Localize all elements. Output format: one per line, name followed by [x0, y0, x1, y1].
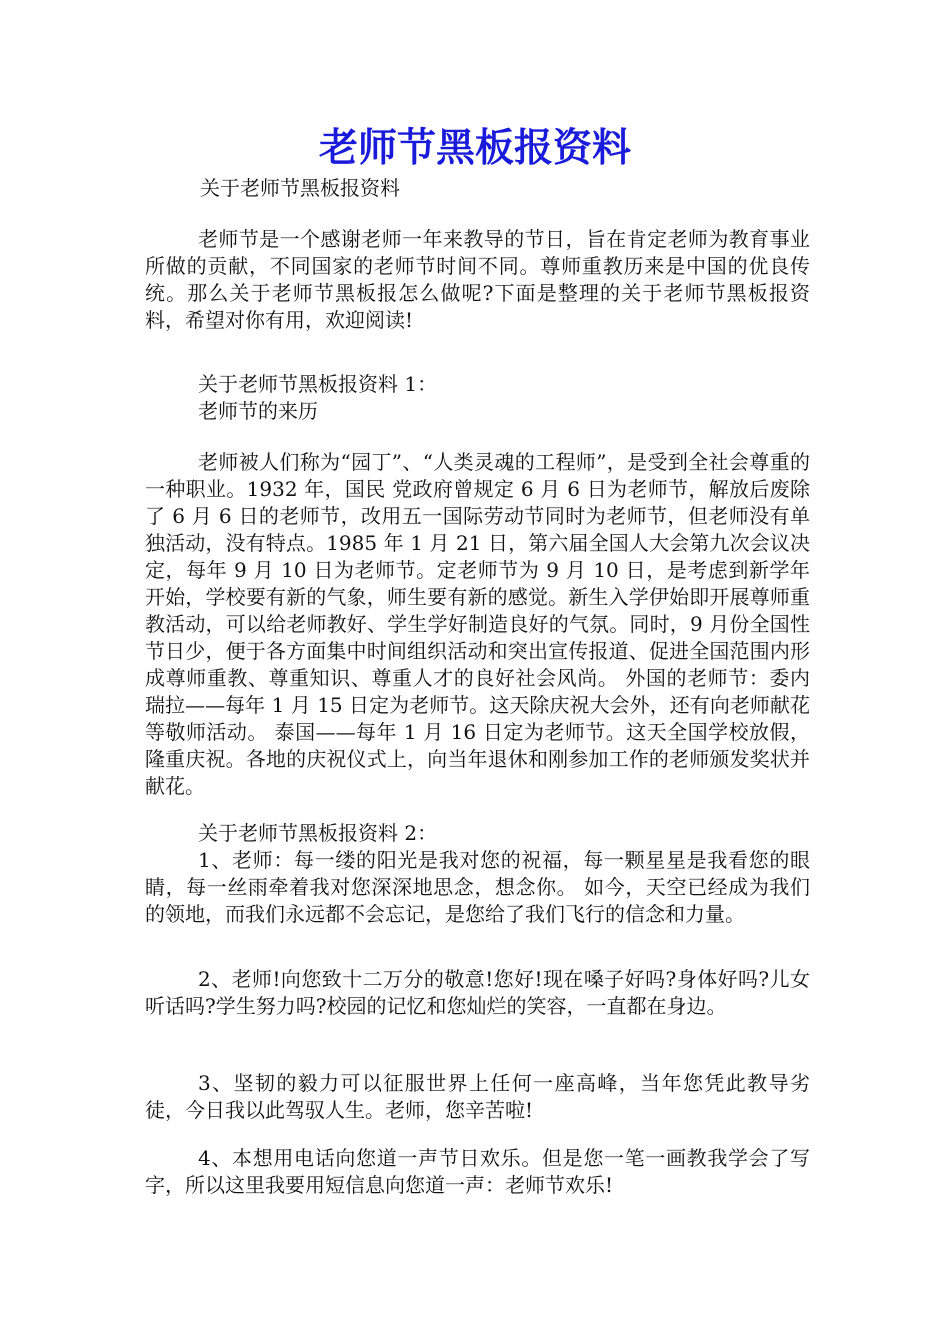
document-title: 老师节黑板报资料	[318, 125, 631, 171]
wish-item-4: 4、本想用电话向您道一声节日欢乐。但是您一笔一画教我学会了写字，所以这里我要用短信息向您道一声：老师节欢乐!	[145, 1146, 810, 1197]
wish-item-1: 1、老师：每一缕的阳光是我对您的祝福，每一颗星星是我看您的眼睛，每一丝雨牵着我对您深深地思念，想念你。 如今，天空已经成为我们的领地，而我们永远都不会忘记，是您给了我们飞行的信念和力量。	[145, 848, 810, 926]
section2-heading: 关于老师节黑板报资料 2：	[198, 821, 438, 845]
document-subtitle: 关于老师节黑板报资料	[200, 176, 400, 200]
section1-heading: 关于老师节黑板报资料 1：	[198, 372, 438, 396]
wish-item-3: 3、坚韧的毅力可以征服世界上任何一座高峰，当年您凭此教导劣徒，今日我以此驾驭人生。老师，您辛苦啦!	[145, 1071, 810, 1122]
wish-item-2: 2、老师!向您致十二万分的敬意!您好!现在嗓子好吗?身体好吗?儿女听话吗?学生努力吗?校园的记忆和您灿烂的笑容，一直都在身边。	[145, 967, 810, 1018]
section1-body: 老师被人们称为“园丁”、“人类灵魂的工程师”，是受到全社会尊重的一种职业。1932 年，国民 党政府曾规定 6 月 6 日为老师节，解放后废除了 6 月 6 日的老师节，改用五一国际劳动节同时为老师节，但老师没有单独活动，没有特点。1985 年 1 月 21 日，第六届全国人大会第九次会议决定，每年 9 月 10 日为老师节。定老师节为 9 月 10 日，是考虑到新学年开始，学校要有新的气象，师生要有新的感觉。新生入学伊始即开展尊师重教活动，可以给老师教好、学生学好制造良好的气氛。同时，9 月份全国性节日少，便于各方面集中时间组织活动和突出宣传报道、促进全国范围内形成尊师重教、尊重知识、尊重人才的良好社会风尚。 外国的老师节：委内瑞拉——每年 1 月 15 日定为老师节。这天除庆祝大会外，还有向老师献花等敬师活动。 泰国——每年 1 月 16 日定为老师节。这天全国学校放假，隆重庆祝。各地的庆祝仪式上，向当年退休和刚参加工作的老师颁发奖状并献花。	[145, 450, 810, 798]
intro-paragraph: 老师节是一个感谢老师一年来教导的节日，旨在肯定老师为教育事业所做的贡献，不同国家的老师节时间不同。尊师重教历来是中国的优良传统。那么关于老师节黑板报怎么做呢?下面是整理的关于老师节黑板报资料，希望对你有用，欢迎阅读!	[145, 227, 810, 332]
section1-subheading: 老师节的来历	[198, 399, 318, 423]
